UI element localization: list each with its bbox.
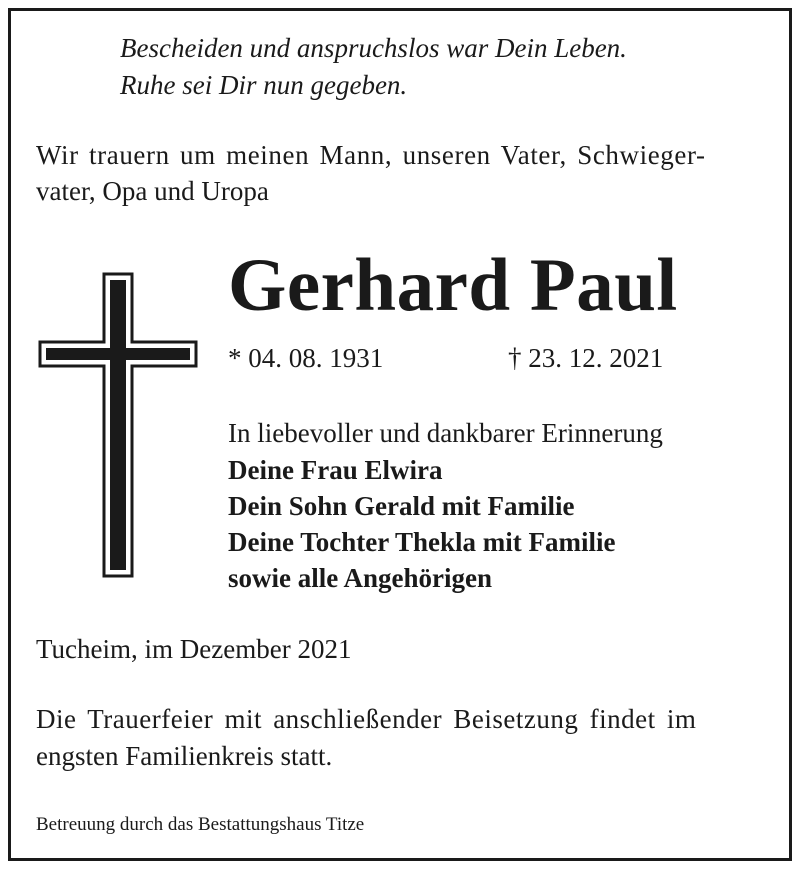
motto-line-2: Ruhe sei Dir nun gegeben. bbox=[120, 70, 408, 100]
cross-icon bbox=[38, 272, 198, 578]
intro-line-1: Wir trauern um meinen Mann, unseren Vater, Schwieger- bbox=[36, 140, 706, 170]
mourner-line: Deine Frau Elwira bbox=[228, 455, 443, 485]
mourner-line: sowie alle Angehörigen bbox=[228, 563, 492, 593]
deceased-name: Gerhard Paul bbox=[228, 244, 678, 327]
mourner-line: Deine Tochter Thekla mit Familie bbox=[228, 527, 616, 557]
motto-line-1: Bescheiden und anspruchslos war Dein Leben. bbox=[120, 33, 627, 63]
funeral-home-note: Betreuung durch das Bestattungshaus Titze bbox=[36, 814, 365, 835]
ceremony-line-1: Die Trauerfeier mit anschließender Beisetzung findet im bbox=[36, 704, 697, 734]
ceremony-line-2: engsten Familienkreis statt. bbox=[36, 741, 333, 771]
birth-date: * 04. 08. 1931 bbox=[228, 343, 384, 373]
mourner-line: Dein Sohn Gerald mit Familie bbox=[228, 491, 575, 521]
death-date: † 23. 12. 2021 bbox=[508, 343, 664, 373]
mourners-heading: In liebevoller und dankbarer Erinnerung bbox=[228, 418, 663, 448]
intro-line-2: vater, Opa und Uropa bbox=[36, 176, 269, 206]
place-and-date: Tucheim, im Dezember 2021 bbox=[36, 634, 352, 664]
